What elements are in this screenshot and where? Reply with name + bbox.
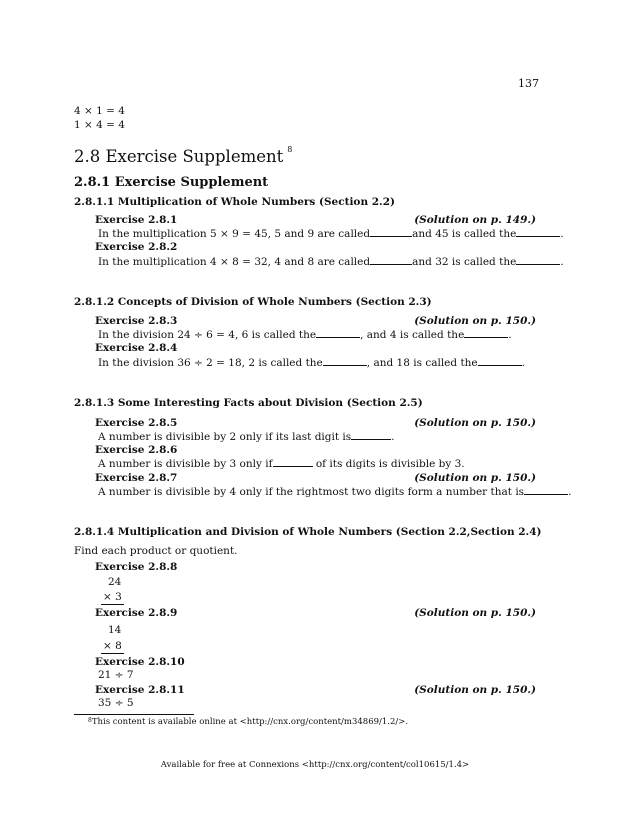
answer-blank xyxy=(464,328,508,338)
exercise-question-2-8-1 xyxy=(98,227,564,240)
exercise-title-2-8-7: Exercise 2.8.7 xyxy=(95,472,178,484)
question-text: In the multiplication 5 × 9 = 45, 5 and 9 are called xyxy=(98,228,371,240)
solution-link-2-8-11[interactable]: (Solution on p. 150.) xyxy=(414,684,536,696)
multiplicand: 24 xyxy=(108,576,122,588)
answer-blank xyxy=(516,255,560,265)
intro-equation-1: 4 × 1 = 4 xyxy=(74,105,125,117)
solution-link-2-8-9[interactable]: (Solution on p. 150.) xyxy=(414,607,536,619)
question-text: . xyxy=(568,486,572,498)
question-text: A number is divisible by 4 only if the rightmost two digits form a number that is xyxy=(98,486,525,498)
exercise-title-2-8-6: Exercise 2.8.6 xyxy=(95,444,178,456)
question-text: , and 4 is called the xyxy=(360,329,465,341)
question-text: . xyxy=(560,228,564,240)
division-expression: 21 ÷ 7 xyxy=(98,669,134,681)
solution-link-2-8-3[interactable]: (Solution on p. 150.) xyxy=(414,315,536,327)
group-heading-3: 2.8.1.3 Some Interesting Facts about Division (Section 2.5) xyxy=(74,397,423,409)
question-text: and 45 is called the xyxy=(412,228,517,240)
footnote-text: This content is available online at <http://cnx.org/content/m34869/1.2/>. xyxy=(91,717,409,727)
group-heading-1: 2.8.1.1 Multiplication of Whole Numbers (Section 2.2) xyxy=(74,196,395,208)
page-number: 137 xyxy=(518,77,539,90)
answer-blank xyxy=(323,356,367,366)
question-text: , and 18 is called the xyxy=(366,357,478,369)
answer-blank xyxy=(478,356,522,366)
intro-equation-2: 1 × 4 = 4 xyxy=(74,119,125,131)
answer-blank xyxy=(516,227,560,237)
exercise-title-2-8-2: Exercise 2.8.2 xyxy=(95,241,178,253)
subsection-title: 2.8.1 Exercise Supplement xyxy=(74,175,269,190)
question-text: . xyxy=(391,431,395,443)
question-text: A number is divisible by 2 only if its last digit is xyxy=(98,431,352,443)
multiplier-row xyxy=(101,591,124,603)
question-text: In the division 24 ÷ 6 = 4, 6 is called the xyxy=(98,329,317,341)
question-text: . xyxy=(560,256,564,268)
question-text: of its digits is divisible by 3. xyxy=(312,458,465,470)
exercise-title-2-8-5: Exercise 2.8.5 xyxy=(95,417,178,429)
exercise-title-2-8-3: Exercise 2.8.3 xyxy=(95,315,178,327)
footnote xyxy=(88,717,408,727)
exercise-title-2-8-4: Exercise 2.8.4 xyxy=(95,342,178,354)
multiplier: × 3 xyxy=(103,591,122,603)
page-footer: Available for free at Connexions <http://cnx.org/content/col10615/1.4> xyxy=(160,760,470,770)
exercise-title-2-8-1: Exercise 2.8.1 xyxy=(95,214,178,226)
section-title xyxy=(74,147,292,166)
question-text: . xyxy=(521,357,525,369)
answer-blank xyxy=(273,457,313,467)
footnote-mark: 8 xyxy=(287,145,293,154)
answer-blank xyxy=(316,328,360,338)
question-text: . xyxy=(508,329,512,341)
multiplier-row xyxy=(101,640,124,652)
exercise-question-2-8-5 xyxy=(98,430,395,443)
group-heading-4: 2.8.1.4 Multiplication and Division of Whole Numbers (Section 2.2,Section 2.4) xyxy=(74,526,542,538)
exercise-question-2-8-7 xyxy=(98,485,571,498)
answer-blank xyxy=(351,430,391,440)
division-expression: 35 ÷ 5 xyxy=(98,697,134,709)
exercise-title-2-8-11: Exercise 2.8.11 xyxy=(95,684,185,696)
exercise-question-2-8-3 xyxy=(98,328,512,341)
solution-link-2-8-1[interactable]: (Solution on p. 149.) xyxy=(414,214,536,226)
answer-blank xyxy=(370,255,412,265)
instruction-text: Find each product or quotient. xyxy=(74,545,238,557)
solution-link-2-8-7[interactable]: (Solution on p. 150.) xyxy=(414,472,536,484)
group-heading-2: 2.8.1.2 Concepts of Division of Whole Numbers (Section 2.3) xyxy=(74,296,432,308)
multiplier: × 8 xyxy=(103,640,122,652)
question-text: and 32 is called the xyxy=(412,256,517,268)
footnote-rule xyxy=(74,714,194,715)
question-text: In the division 36 ÷ 2 = 18, 2 is called the xyxy=(98,357,323,369)
footnote-number: 8 xyxy=(88,717,92,724)
answer-blank xyxy=(524,485,568,495)
exercise-question-2-8-2 xyxy=(98,255,564,268)
question-text: In the multiplication 4 × 8 = 32, 4 and 8 are called xyxy=(98,256,371,268)
exercise-question-2-8-6 xyxy=(98,457,465,470)
answer-blank xyxy=(370,227,412,237)
exercise-title-2-8-10: Exercise 2.8.10 xyxy=(95,656,185,668)
solution-link-2-8-5[interactable]: (Solution on p. 150.) xyxy=(414,417,536,429)
exercise-title-2-8-9: Exercise 2.8.9 xyxy=(95,607,178,619)
section-title-text: 2.8 Exercise Supplement xyxy=(74,147,284,166)
exercise-title-2-8-8: Exercise 2.8.8 xyxy=(95,561,178,573)
exercise-question-2-8-4 xyxy=(98,356,525,369)
question-text: A number is divisible by 3 only if xyxy=(98,458,273,470)
multiplicand: 14 xyxy=(108,624,122,636)
